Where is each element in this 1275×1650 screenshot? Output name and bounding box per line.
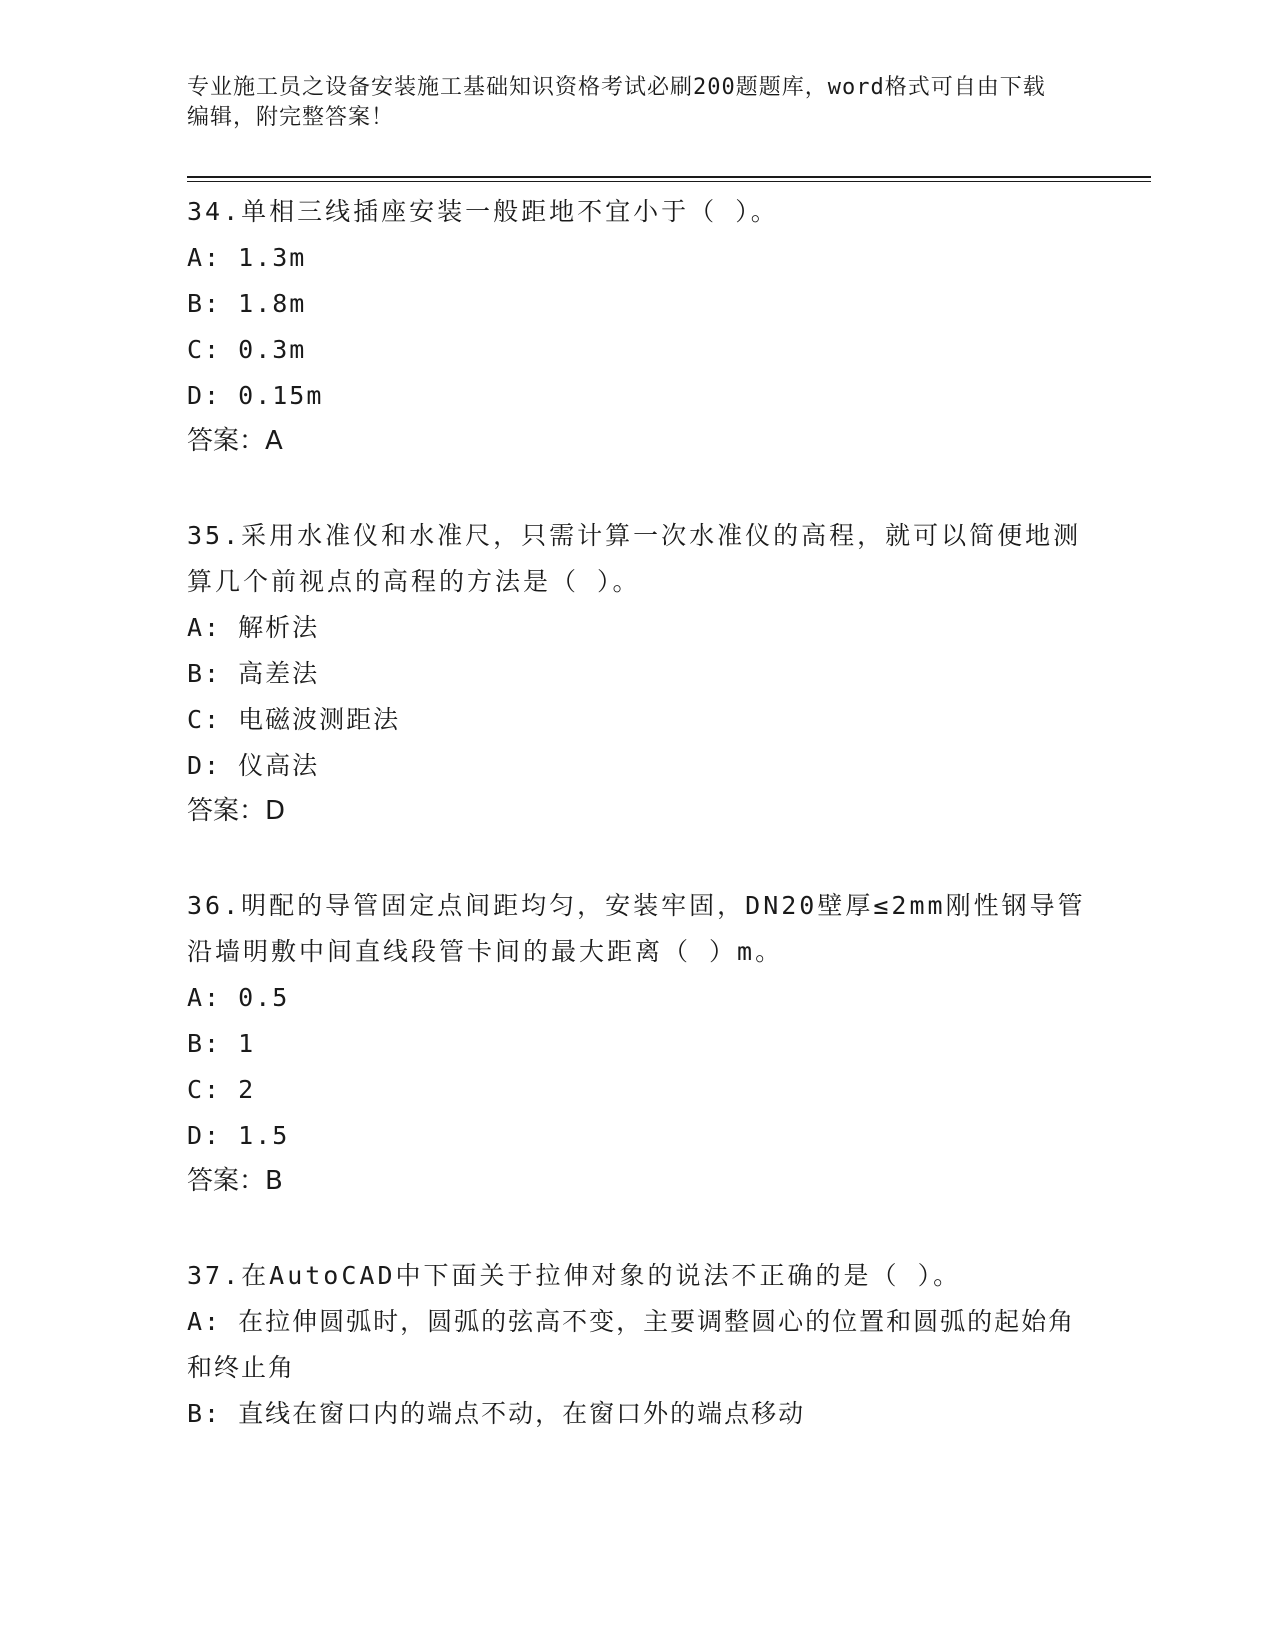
option-d: D: 仪高法 <box>187 751 320 780</box>
option-c: C: 2 <box>187 1075 256 1104</box>
option-b: B: 1 <box>187 1029 256 1058</box>
option-d: D: 1.5 <box>187 1121 290 1150</box>
option-c: C: 电磁波测距法 <box>187 705 401 734</box>
header-divider-thin <box>187 181 1151 182</box>
option-b: B: 直线在窗口内的端点不动，在窗口外的端点移动 <box>187 1399 806 1428</box>
question-37 <box>187 1253 1087 1437</box>
question-36 <box>187 883 1087 1203</box>
question-34 <box>187 189 1087 463</box>
option-d: D: 0.15m <box>187 381 324 410</box>
document-intro: 专业施工员之设备安装施工基础知识资格考试必刷200题题库，word格式可自由下载编辑，附完整答案！ <box>187 75 1046 130</box>
question-list <box>187 189 1087 1487</box>
question-stem: 35.采用水准仪和水准尺，只需计算一次水准仪的高程，就可以简便地测算几个前视点的高程的方法是（ ）。 <box>187 521 1082 596</box>
option-a: A: 解析法 <box>187 613 320 642</box>
question-stem: 37.在AutoCAD中下面关于拉伸对象的说法不正确的是（ ）。 <box>187 1261 962 1290</box>
option-c: C: 0.3m <box>187 335 307 364</box>
option-b: B: 高差法 <box>187 659 320 688</box>
option-a: A: 0.5 <box>187 983 290 1012</box>
question-stem: 34.单相三线插座安装一般距地不宜小于（ ）。 <box>187 197 779 226</box>
option-a: A: 在拉伸圆弧时，圆弧的弦高不变，主要调整圆心的位置和圆弧的起始角和终止角 <box>187 1307 1076 1382</box>
question-stem: 36.明配的导管固定点间距均匀，安装牢固，DN20壁厚≤2mm刚性钢导管沿墙明敷中间直线段管卡间的最大距离（ ）m。 <box>187 891 1086 966</box>
answer: 答案：B <box>187 1166 283 1196</box>
option-a: A: 1.3m <box>187 243 307 272</box>
answer: 答案：A <box>187 426 283 456</box>
question-35 <box>187 513 1087 833</box>
option-b: B: 1.8m <box>187 289 307 318</box>
answer: 答案：D <box>187 796 286 826</box>
header-divider-thick <box>187 176 1151 178</box>
